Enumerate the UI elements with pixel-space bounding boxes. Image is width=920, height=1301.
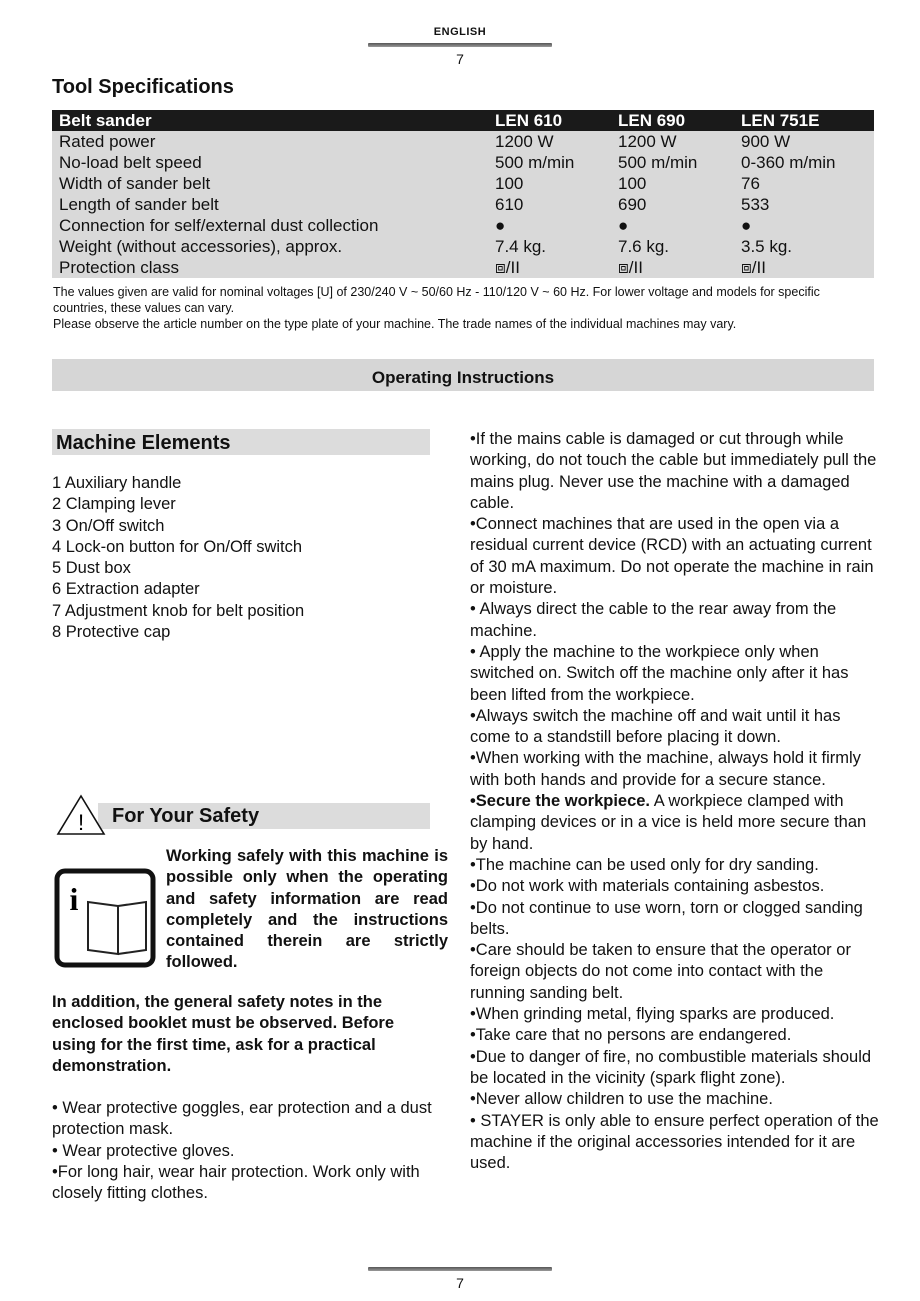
list-item: • Wear protective goggles, ear protection and a dust protection mask. xyxy=(52,1099,432,1139)
spec-value: 500 m/min xyxy=(488,152,611,173)
list-item: 8 Protective cap xyxy=(52,623,171,642)
list-item: 3 On/Off switch xyxy=(52,516,165,535)
manual-info-icon xyxy=(54,868,156,970)
list-item: 4 Lock-on button for On/Off switch xyxy=(52,537,303,556)
safety-intro: Working safely with this machine is possible only when the operating and safety information are read completely and the instructions contained therein are strictly followed. xyxy=(166,847,448,972)
list-item: 7 Adjustment knob for belt position xyxy=(52,601,305,620)
spec-value: 7.4 kg. xyxy=(488,236,611,257)
machine-elements-list xyxy=(52,473,432,643)
list-item: •When grinding metal, flying sparks are produced. xyxy=(470,1005,835,1024)
spec-value: 7.6 kg. xyxy=(611,236,734,257)
spec-value: 1200 W xyxy=(488,131,611,152)
list-item-text: A workpiece clamped with clamping devices or in a vice is held more secure than by hand. xyxy=(470,792,867,853)
spec-value: 900 W xyxy=(734,131,874,152)
spec-value: 1200 W xyxy=(611,131,734,152)
spec-label: Rated power xyxy=(52,131,488,152)
protection-class-icon: ⧈/II xyxy=(488,257,611,278)
spec-label: Protection class xyxy=(52,257,488,278)
list-item: •Do not work with materials containing asbestos. xyxy=(470,877,825,896)
spec-label: Length of sander belt xyxy=(52,194,488,215)
footer-page-number: 7 xyxy=(456,1275,464,1291)
article-note: Please observe the article number on the type plate of your machine. The trade names of the individual machines may vary. xyxy=(53,317,737,331)
spec-value: 690 xyxy=(611,194,734,215)
spec-table-header xyxy=(52,110,874,131)
list-item: •Care should be taken to ensure that the operator or foreign objects do not come into contact with the running sanding belt. xyxy=(470,941,851,1002)
machine-elements-title: Machine Elements xyxy=(56,432,231,454)
spec-label: No-load belt speed xyxy=(52,152,488,173)
protection-class-icon: ⧈/II xyxy=(734,257,874,278)
spec-header-cell: LEN 610 xyxy=(488,110,611,131)
list-item: •If the mains cable is damaged or cut through while working, do not touch the cable but immediately pull the mains plug. Never use the machine with a damaged cable. xyxy=(470,430,877,512)
spec-header-cell: LEN 751E xyxy=(734,110,874,131)
footer-divider xyxy=(368,1267,552,1271)
table-row xyxy=(52,257,874,278)
spec-value: 100 xyxy=(611,173,734,194)
dot-icon: ● xyxy=(734,215,874,236)
safety-title: For Your Safety xyxy=(112,805,260,827)
voltage-note: The values given are valid for nominal voltages [U] of 230/240 V ~ 50/60 Hz - 110/120 V ~ 60 Hz. For lower voltage and models for specific countries, these values can vary. xyxy=(53,285,820,315)
table-row xyxy=(52,194,874,215)
list-item: 2 Clamping lever xyxy=(52,495,176,514)
spec-label: Connection for self/external dust collection xyxy=(52,215,488,236)
spec-table xyxy=(52,110,874,278)
protection-class-icon: ⧈/II xyxy=(611,257,734,278)
list-item: • Apply the machine to the workpiece only when switched on. Switch off the machine only after it has been lifted from the workpiece. xyxy=(470,642,849,704)
spec-label: Weight (without accessories), approx. xyxy=(52,236,488,257)
spec-value: 76 xyxy=(734,173,874,194)
spec-header-cell: LEN 690 xyxy=(611,110,734,131)
table-row xyxy=(52,131,874,152)
table-row xyxy=(52,215,874,236)
list-item: •Do not continue to use worn, torn or clogged sanding belts. xyxy=(470,898,863,938)
dot-icon: ● xyxy=(488,215,611,236)
list-item: •Never allow children to use the machine. xyxy=(470,1090,773,1109)
safety-instructions-column xyxy=(470,429,882,1174)
spec-label: Width of sander belt xyxy=(52,173,488,194)
spec-value: 500 m/min xyxy=(611,152,734,173)
list-item: 6 Extraction adapter xyxy=(52,580,200,599)
list-item: •The machine can be used only for dry sanding. xyxy=(470,855,819,874)
spec-value: 533 xyxy=(734,194,874,215)
spec-header-cell: Belt sander xyxy=(52,110,488,131)
list-item xyxy=(470,791,882,855)
operating-instructions-heading: Operating Instructions xyxy=(52,359,874,391)
safety-booklet-note: In addition, the general safety notes in the enclosed booklet must be observed. Before using for the first time, ask for a practical demonstration. xyxy=(52,993,395,1075)
list-item: •Always switch the machine off and wait until it has come to a standstill before placing it down. xyxy=(470,706,841,747)
list-item: •Due to danger of fire, no combustible materials should be located in the vicinity (spark flight zone). xyxy=(470,1047,872,1087)
list-item: •When working with the machine, always hold it firmly with both hands and provide for a secure stance. xyxy=(470,749,861,789)
list-item: 1 Auxiliary handle xyxy=(52,474,182,492)
spec-value: 610 xyxy=(488,194,611,215)
header-language: ENGLISH xyxy=(433,26,487,38)
header-page-number: 7 xyxy=(456,51,464,67)
spec-value: 100 xyxy=(488,173,611,194)
list-item: • Wear protective gloves. xyxy=(52,1141,235,1160)
safety-bullets xyxy=(52,1098,442,1204)
spec-value: 0-360 m/min xyxy=(734,152,874,173)
list-item-bold: •Secure the workpiece. xyxy=(470,792,651,811)
warning-icon-symbol: ! xyxy=(77,810,85,835)
table-row xyxy=(52,236,874,257)
list-item: • Always direct the cable to the rear away from the machine. xyxy=(470,600,837,640)
manual-info-icon-letter: i xyxy=(69,881,79,917)
list-item: •Take care that no persons are endangered. xyxy=(470,1026,792,1045)
warning-icon xyxy=(56,794,106,836)
list-item: 5 Dust box xyxy=(52,559,131,578)
table-row xyxy=(52,152,874,173)
dot-icon: ● xyxy=(611,215,734,236)
header-divider xyxy=(368,43,552,47)
list-item: • STAYER is only able to ensure perfect operation of the machine if the original accessories intended for it are used. xyxy=(470,1111,879,1173)
table-row xyxy=(52,173,874,194)
page-title: Tool Specifications xyxy=(52,76,234,98)
list-item: •For long hair, wear hair protection. Work only with closely fitting clothes. xyxy=(52,1162,420,1203)
spec-value: 3.5 kg. xyxy=(734,236,874,257)
list-item: •Connect machines that are used in the open via a residual current device (RCD) with an actuating current of 30 mA maximum. Do not operate the machine in rain or moisture. xyxy=(470,515,874,598)
